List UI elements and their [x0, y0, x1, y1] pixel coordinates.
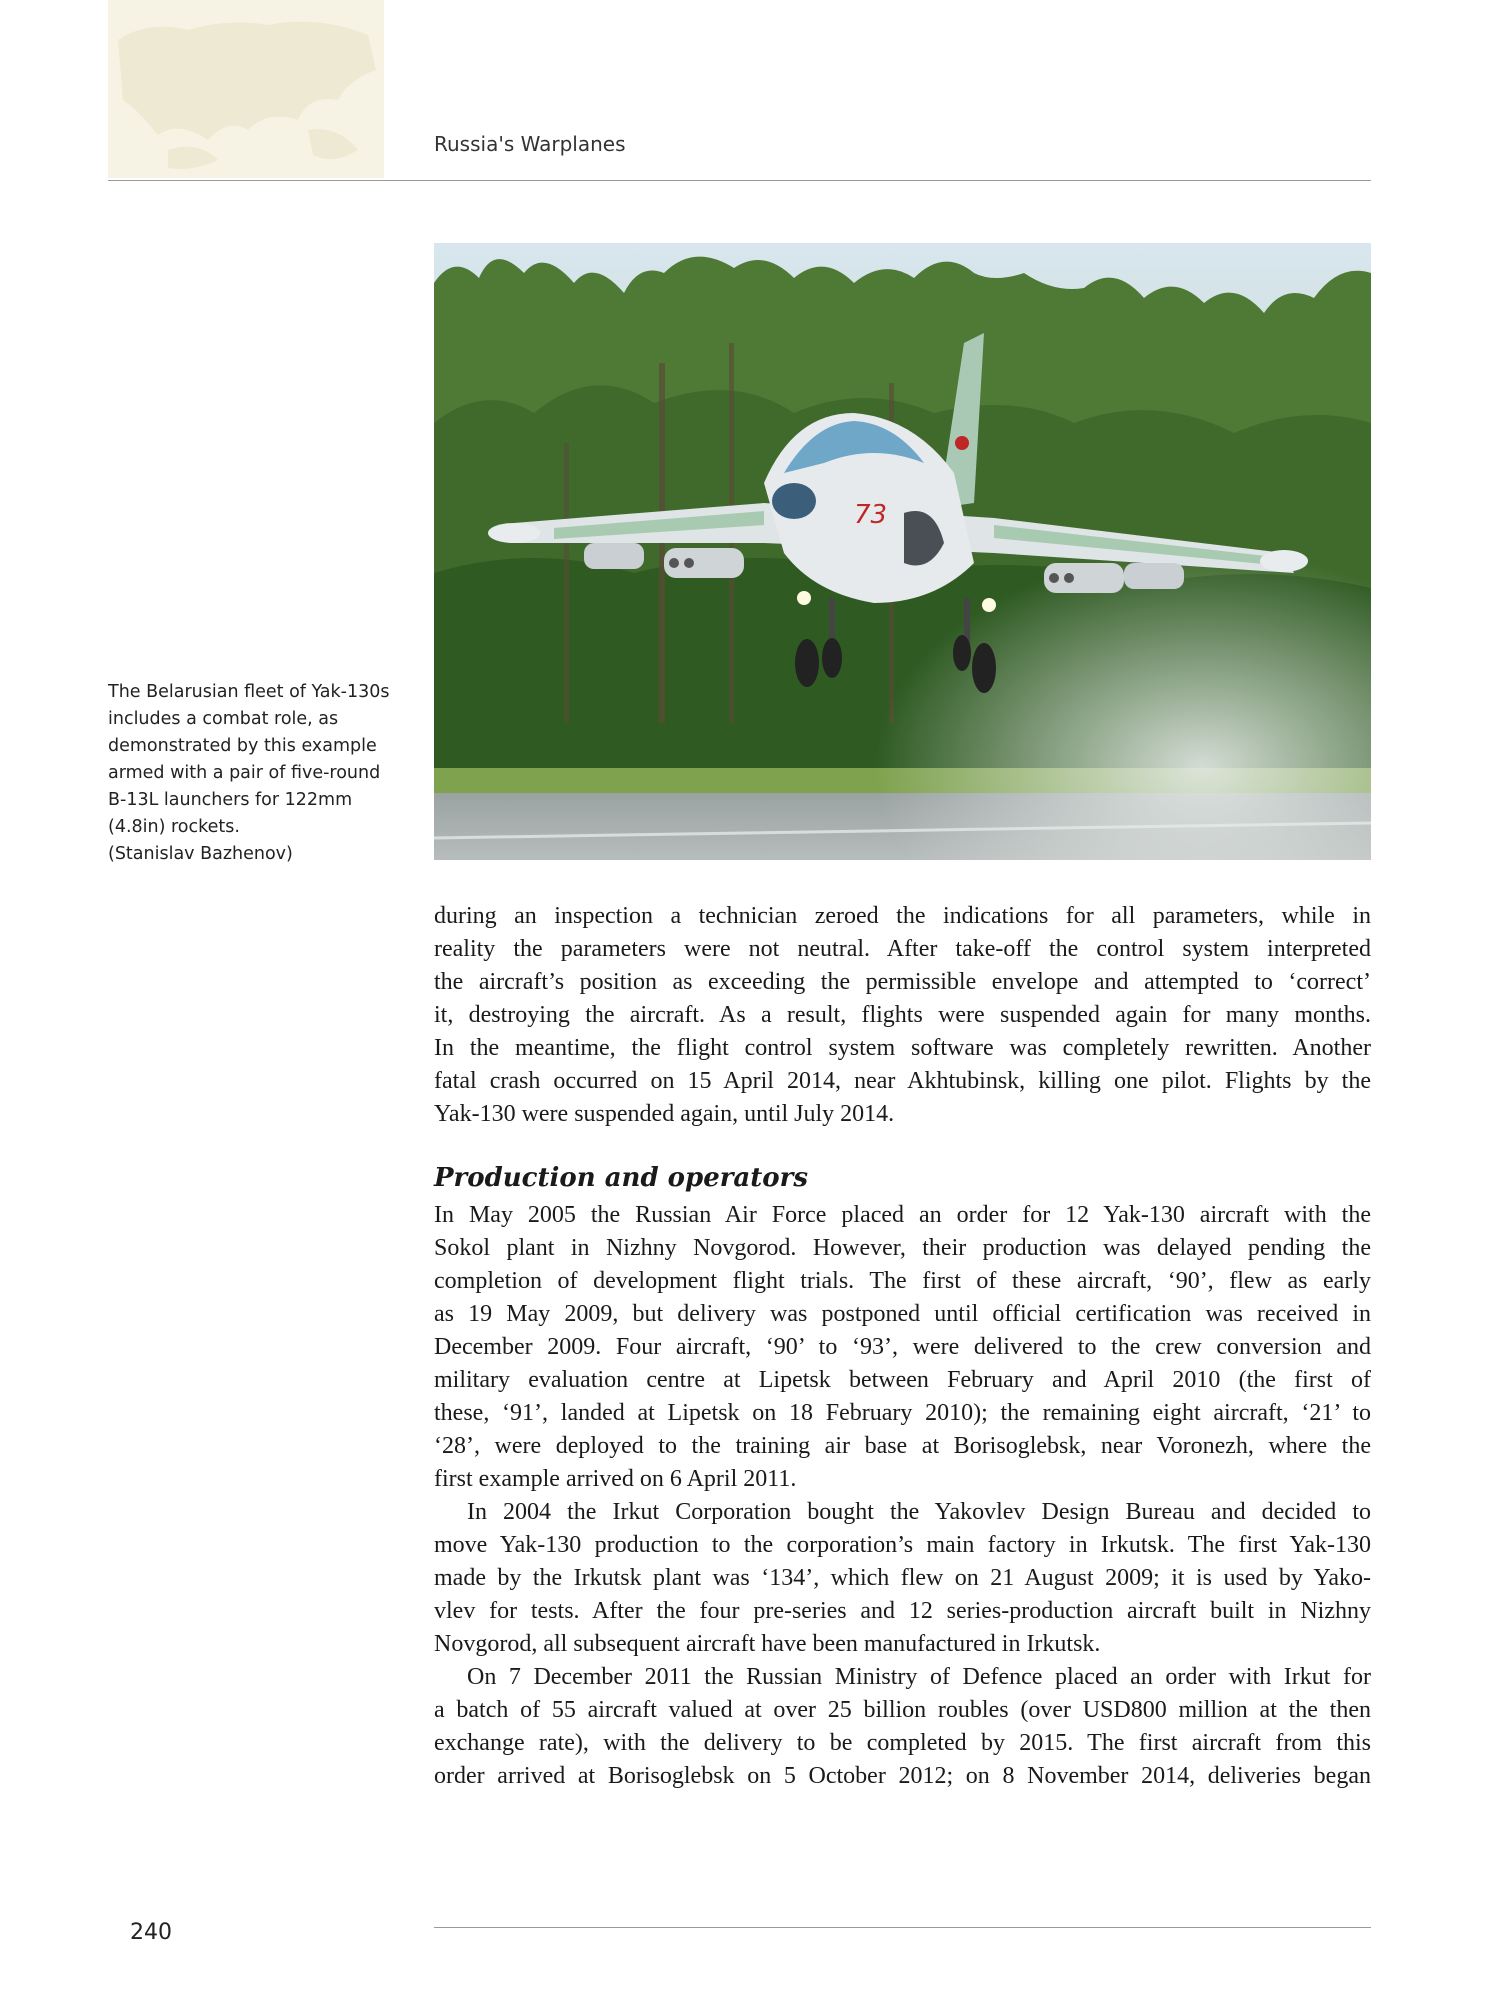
text-line: On 7 December 2011 the Russian Ministry of Defence placed an order with Irkut for [467, 1664, 1371, 1690]
text-line: during an inspection a technician zeroed the indications for all parameters, while in [434, 903, 1371, 929]
text-line: Novgorod, all subsequent aircraft have been manufactured in Irkutsk. [434, 1631, 1101, 1657]
text-line: made by the Irkutsk plant was ‘134’, which flew on 21 August 2009; it is used by Yako- [434, 1565, 1371, 1591]
text-line: reality the parameters were not neutral. After take-off the control system interpreted [434, 936, 1371, 962]
text-line: fatal crash occurred on 15 April 2014, near Akhtubinsk, killing one pilot. Flights by the [434, 1068, 1371, 1094]
text-line: first example arrived on 6 April 2011. [434, 1466, 797, 1492]
map-header-graphic [108, 0, 384, 178]
text-line: December 2009. Four aircraft, ‘90’ to ‘93’, were delivered to the crew conversion and [434, 1334, 1371, 1360]
header-divider [108, 180, 1371, 181]
text-line: move Yak-130 production to the corporation’s main factory in Irkutsk. The first Yak-130 [434, 1532, 1371, 1558]
caption-line: includes a combat role, as [108, 709, 339, 729]
caption-line: The Belarusian fleet of Yak-130s [108, 682, 390, 702]
caption-credit: (Stanislav Bazhenov) [108, 844, 293, 864]
caption-line: B-13L launchers for 122mm [108, 790, 353, 810]
text-line: military evaluation centre at Lipetsk between February and April 2010 (the first of [434, 1367, 1371, 1393]
body-paragraph-4 [434, 1661, 1371, 1793]
text-line: these, ‘91’, landed at Lipetsk on 18 February 2010); the remaining eight aircraft, ‘21’ to [434, 1400, 1371, 1426]
text-line: In May 2005 the Russian Air Force placed an order for 12 Yak-130 aircraft with the [434, 1202, 1371, 1228]
text-line: In 2004 the Irkut Corporation bought the Yakovlev Design Bureau and decided to [467, 1499, 1371, 1525]
world-map-icon [108, 0, 384, 178]
section-heading: Production and operators [434, 1163, 808, 1193]
text-line: exchange rate), with the delivery to be completed by 2015. The first aircraft from this [434, 1730, 1371, 1756]
running-head: Russia's Warplanes [434, 132, 626, 156]
body-paragraph-2 [434, 1199, 1371, 1496]
text-line: vlev for tests. After the four pre-series and 12 series-production aircraft built in Nizhny [434, 1598, 1371, 1624]
body-paragraph-3 [434, 1496, 1371, 1661]
text-line: completion of development flight trials. The first of these aircraft, ‘90’, flew as early [434, 1268, 1371, 1294]
photo-caption [108, 679, 398, 868]
text-line: Yak-130 were suspended again, until July 2014. [434, 1101, 895, 1127]
caption-line: armed with a pair of five-round [108, 763, 381, 783]
tail-number: 73 [854, 500, 888, 530]
text-line: ‘28’, were deployed to the training air base at Borisoglebsk, near Voronezh, where the [434, 1433, 1371, 1459]
body-paragraph-1 [434, 900, 1371, 1131]
text-line: In the meantime, the flight control system software was completely rewritten. Another [434, 1035, 1371, 1061]
text-line: a batch of 55 aircraft valued at over 25 billion roubles (over USD800 million at the then [434, 1697, 1371, 1723]
caption-line: demonstrated by this example [108, 736, 377, 756]
footer-divider [434, 1927, 1371, 1928]
caption-line: (4.8in) rockets. [108, 817, 240, 837]
text-line: Sokol plant in Nizhny Novgorod. However, their production was delayed pending the [434, 1235, 1371, 1261]
aircraft-photo [434, 243, 1371, 860]
text-line: it, destroying the aircraft. As a result, flights were suspended again for many months. [434, 1002, 1371, 1028]
text-line: as 19 May 2009, but delivery was postponed until official certification was received in [434, 1301, 1371, 1327]
text-line: order arrived at Borisoglebsk on 5 October 2012; on 8 November 2014, deliveries began [434, 1763, 1371, 1789]
page-number: 240 [130, 1920, 172, 1945]
body-section [434, 1199, 1371, 1793]
text-line: the aircraft’s position as exceeding the permissible envelope and attempted to ‘correct’ [434, 969, 1371, 995]
